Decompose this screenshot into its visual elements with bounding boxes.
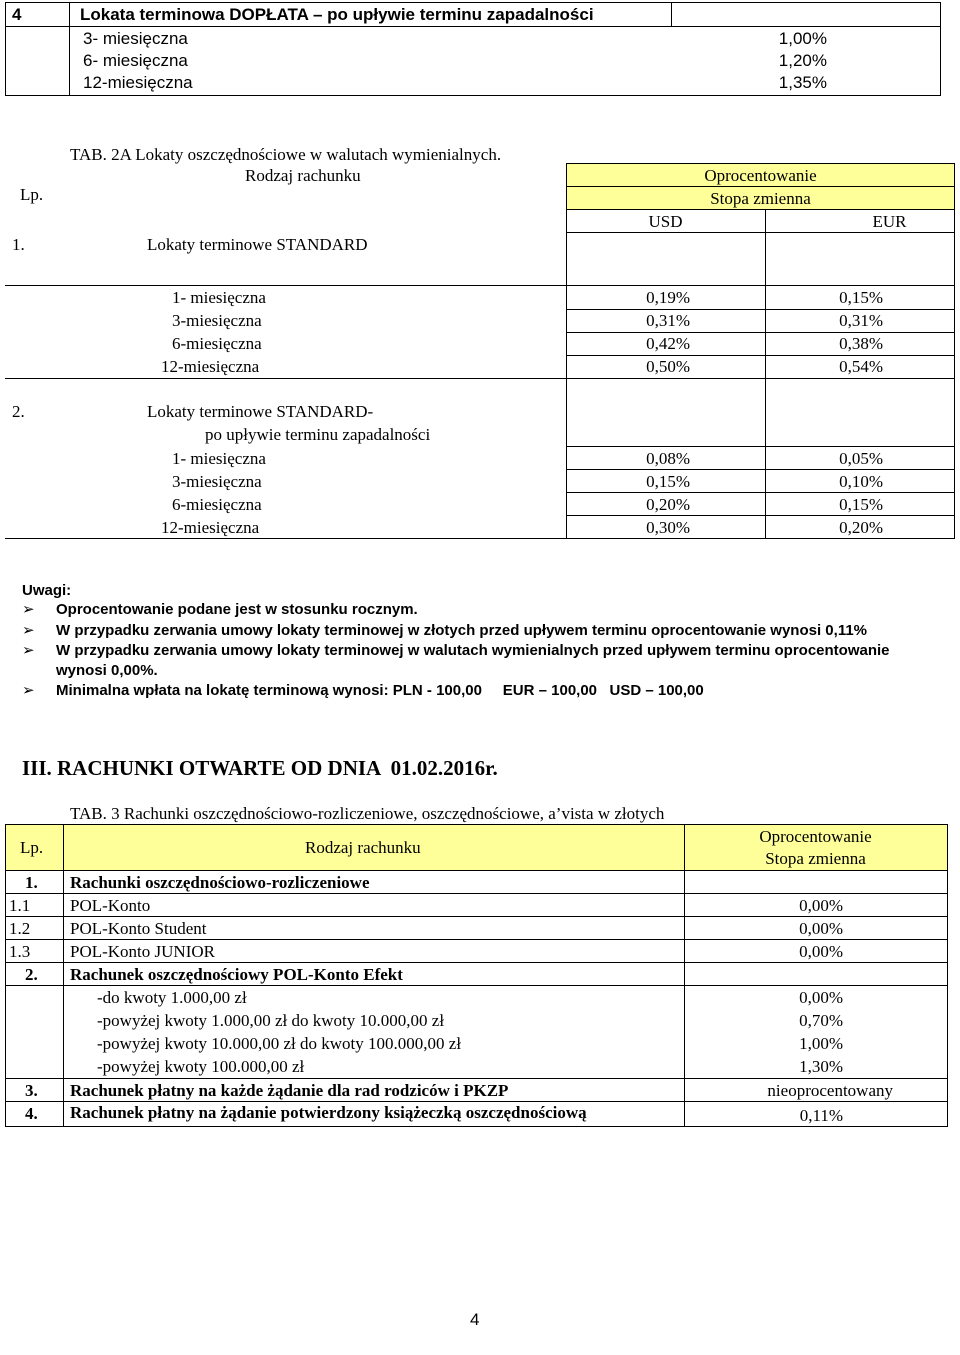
- usd-rate: 0,50%: [646, 357, 690, 376]
- table-border: [566, 355, 955, 356]
- lp-header: Lp.: [20, 185, 44, 204]
- table-border: [5, 2, 941, 3]
- row-rate: 0,00%: [799, 988, 843, 1007]
- table-border: [5, 285, 955, 286]
- row-lp: 2.: [25, 965, 38, 984]
- term-label: 3- miesięczna: [83, 29, 188, 48]
- table-border: [5, 1126, 948, 1127]
- usd-rate: 0,15%: [646, 472, 690, 491]
- row-name: Rachunek płatny na każde żądanie dla rad rodziców i PKZP: [70, 1081, 509, 1100]
- row-lp: 1.3: [9, 942, 31, 961]
- table-border: [566, 209, 955, 210]
- eur-rate: 0,10%: [839, 472, 883, 491]
- account-type-header: Rodzaj rachunku: [245, 166, 361, 185]
- table-border: [954, 163, 955, 539]
- row-lp: 1.: [25, 873, 38, 892]
- arrow-bullet-icon: ➢: [22, 602, 35, 618]
- row-name: -powyżej kwoty 100.000,00 zł: [97, 1057, 305, 1076]
- eur-header: EUR: [872, 212, 907, 231]
- table-border: [947, 824, 948, 1127]
- table-border: [566, 332, 955, 333]
- interest-header: Oprocentowanie: [759, 827, 872, 846]
- usd-rate: 0,42%: [646, 334, 690, 353]
- table-border: [5, 824, 6, 1127]
- term-label: 6- miesięczna: [83, 51, 188, 70]
- row-rate: 0,11%: [799, 1106, 843, 1125]
- row-name: Rachunek oszczędnościowy POL-Konto Efekt: [70, 965, 403, 984]
- row-name: POL-Konto Student: [70, 919, 207, 938]
- table-border: [5, 538, 955, 539]
- row-name: POL-Konto: [70, 896, 151, 915]
- table-border: [5, 2, 6, 96]
- section-title: Lokaty terminowe STANDARD-: [147, 402, 374, 421]
- notes-heading: Uwagi:: [22, 582, 72, 599]
- table-title: Lokata terminowa DOPŁATA – po upływie terminu zapadalności: [80, 5, 594, 24]
- table-border: [671, 2, 672, 26]
- row-rate: nieoprocentowany: [767, 1081, 893, 1100]
- usd-rate: 0,20%: [646, 495, 690, 514]
- arrow-bullet-icon: ➢: [22, 643, 35, 659]
- section-number: 1.: [12, 235, 25, 254]
- table-border: [566, 492, 955, 493]
- arrow-bullet-icon: ➢: [22, 683, 35, 699]
- variable-rate-header: Stopa zmienna: [710, 189, 811, 208]
- eur-rate: 0,15%: [839, 495, 883, 514]
- table-border: [765, 378, 766, 446]
- row-name: -do kwoty 1.000,00 zł: [97, 988, 247, 1007]
- term-label: 1- miesięczna: [172, 449, 266, 468]
- row-number: 4: [12, 5, 22, 24]
- table-border: [5, 916, 948, 917]
- row-lp: 4.: [25, 1104, 38, 1123]
- rate-value: 1,00%: [778, 29, 827, 48]
- table-border: [566, 186, 955, 187]
- row-rate: 1,30%: [799, 1057, 843, 1076]
- eur-rate: 0,38%: [839, 334, 883, 353]
- note-item: W przypadku zerwania umowy lokaty terminowej w złotych przed upływem terminu oprocentowanie wynosi 0,11%: [56, 622, 868, 639]
- row-name: POL-Konto JUNIOR: [70, 942, 215, 961]
- table-border: [566, 515, 955, 516]
- table-border: [5, 985, 948, 986]
- table-border: [566, 469, 955, 470]
- term-label: 6-miesięczna: [172, 334, 262, 353]
- term-label: 1- miesięczna: [172, 288, 266, 307]
- table-border: [566, 446, 955, 447]
- table-border: [5, 95, 941, 96]
- eur-rate: 0,31%: [839, 311, 883, 330]
- table-border: [5, 939, 948, 940]
- section-number: 2.: [12, 402, 25, 421]
- lp-header: Lp.: [20, 838, 44, 857]
- table-border: [566, 163, 955, 164]
- term-label: 12-miesięczna: [161, 518, 260, 537]
- row-rate: 1,00%: [799, 1034, 843, 1053]
- table-border: [63, 824, 64, 1127]
- row-rate: 0,00%: [799, 919, 843, 938]
- rate-value: 1,35%: [778, 73, 827, 92]
- row-lp: 3.: [25, 1081, 38, 1100]
- section-subtitle: po upływie terminu zapadalności: [205, 425, 431, 444]
- usd-rate: 0,08%: [646, 449, 690, 468]
- table-border: [566, 309, 955, 310]
- rate-value: 1,20%: [778, 51, 827, 70]
- interest-header: Oprocentowanie: [704, 166, 817, 185]
- row-name: -powyżej kwoty 1.000,00 zł do kwoty 10.000,00 zł: [97, 1011, 445, 1030]
- term-label: 6-miesięczna: [172, 495, 262, 514]
- table-border: [5, 378, 955, 379]
- note-item: Oprocentowanie podane jest w stosunku rocznym.: [56, 601, 418, 618]
- row-name: Rachunki oszczędnościowo-rozliczeniowe: [70, 873, 370, 892]
- note-item: Minimalna wpłata na lokatę terminową wynosi: PLN - 100,00 EUR – 100,00 USD – 100,00: [56, 682, 704, 699]
- section-title: Lokaty terminowe STANDARD: [147, 235, 368, 254]
- term-label: 3-miesięczna: [172, 311, 262, 330]
- table-border: [5, 1078, 948, 1079]
- row-lp: 1.2: [9, 919, 31, 938]
- table-border: [69, 2, 70, 96]
- note-item-continuation: wynosi 0,00%.: [56, 662, 158, 679]
- eur-rate: 0,54%: [839, 357, 883, 376]
- term-label: 12-miesięczna: [83, 73, 193, 92]
- table-border: [940, 2, 941, 96]
- row-rate: 0,00%: [799, 942, 843, 961]
- variable-rate-header: Stopa zmienna: [765, 849, 866, 868]
- arrow-bullet-icon: ➢: [22, 623, 35, 639]
- usd-rate: 0,19%: [646, 288, 690, 307]
- table-border: [5, 870, 948, 871]
- usd-rate: 0,31%: [646, 311, 690, 330]
- usd-rate: 0,30%: [646, 518, 690, 537]
- table-border: [566, 232, 955, 233]
- term-label: 3-miesięczna: [172, 472, 262, 491]
- table-caption: TAB. 3 Rachunki oszczędnościowo-rozliczeniowe, oszczędnościowe, a’vista w złotych: [70, 804, 665, 823]
- table-border: [5, 824, 948, 825]
- usd-header: USD: [648, 212, 683, 231]
- note-item: W przypadku zerwania umowy lokaty terminowej w walutach wymienialnych przed upływem terminu oprocentowanie: [56, 642, 890, 659]
- row-lp: 1.1: [9, 896, 31, 915]
- page-number: 4: [470, 1310, 480, 1329]
- section-heading: III. RACHUNKI OTWARTE OD DNIA 01.02.2016r.: [22, 756, 498, 780]
- table-caption: TAB. 2A Lokaty oszczędnościowe w walutach wymienialnych.: [70, 145, 502, 164]
- eur-rate: 0,15%: [839, 288, 883, 307]
- eur-rate: 0,05%: [839, 449, 883, 468]
- term-label: 12-miesięczna: [161, 357, 260, 376]
- table-border: [5, 26, 941, 27]
- row-rate: 0,70%: [799, 1011, 843, 1030]
- row-name: -powyżej kwoty 10.000,00 zł do kwoty 100.000,00 zł: [97, 1034, 462, 1053]
- row-rate: 0,00%: [799, 896, 843, 915]
- table-border: [5, 962, 948, 963]
- row-name: Rachunek płatny na żądanie potwierdzony książeczką oszczędnościową: [70, 1103, 587, 1122]
- eur-rate: 0,20%: [839, 518, 883, 537]
- account-type-header: Rodzaj rachunku: [305, 838, 421, 857]
- table-border: [5, 893, 948, 894]
- table-border: [5, 1101, 948, 1102]
